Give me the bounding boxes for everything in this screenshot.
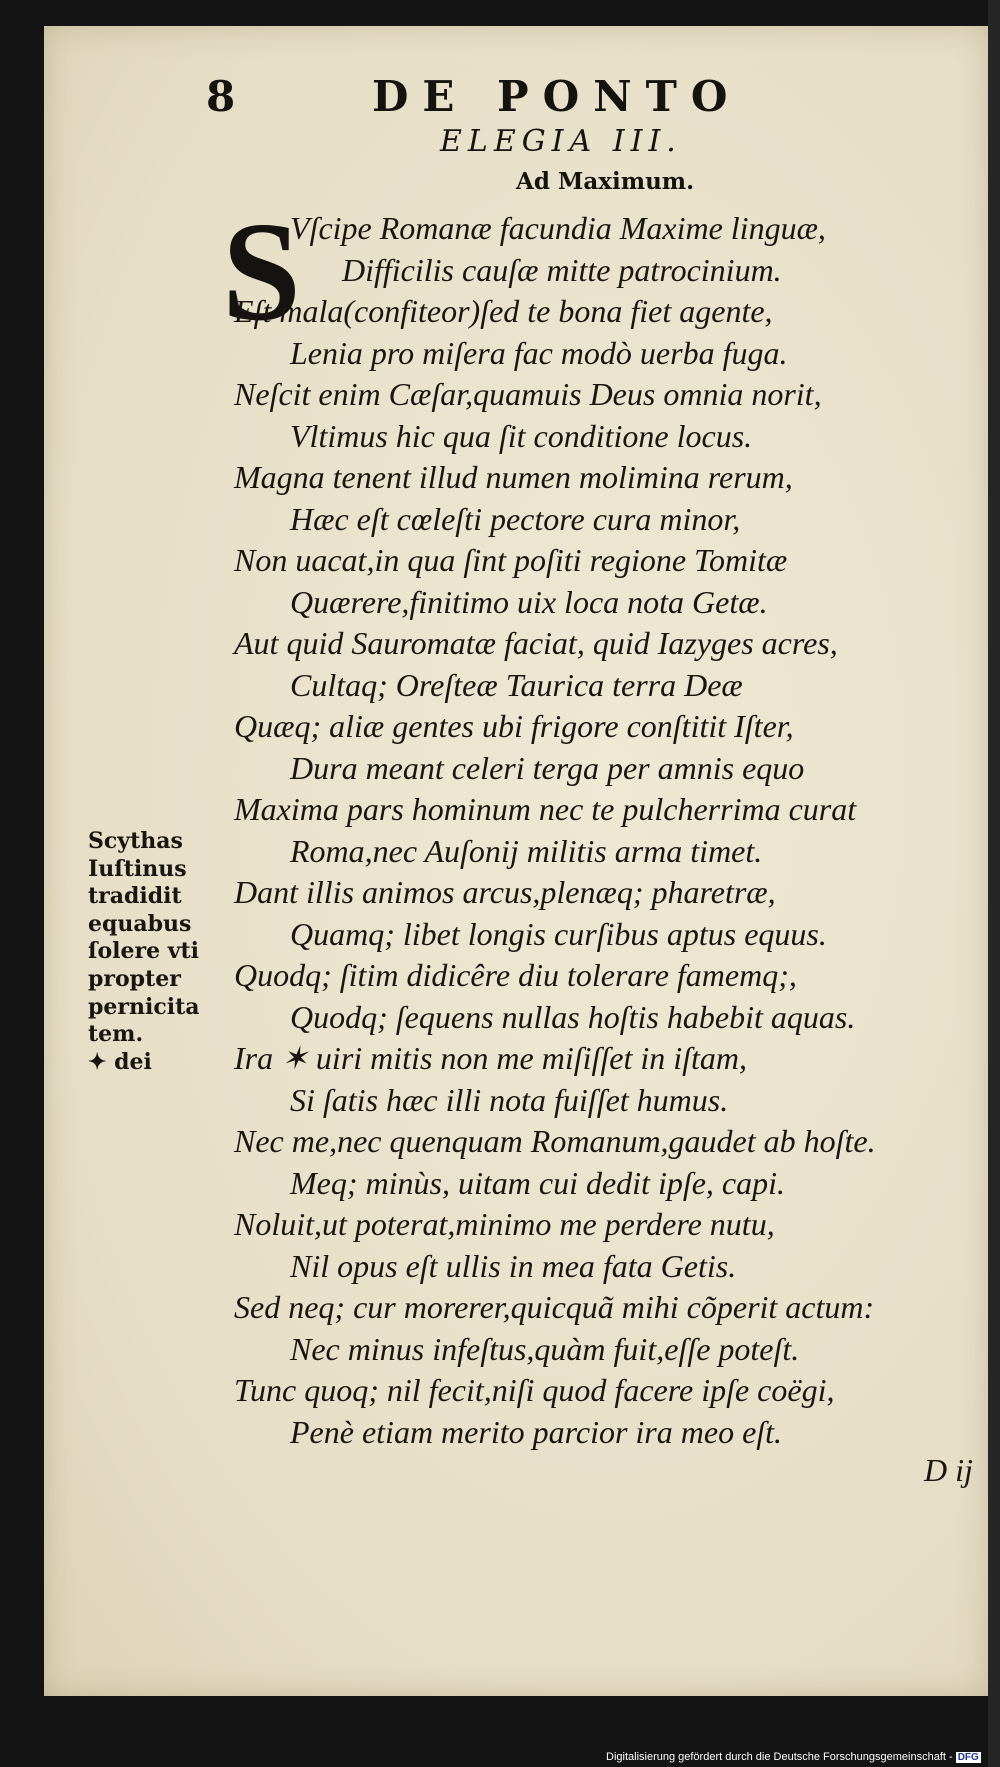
margin-note-line: tradidit: [88, 883, 182, 910]
catchword: D ij: [924, 1452, 973, 1488]
credit-text: Digitalisierung gefördert durch die Deutsche Forschungsgemeinschaft -: [606, 1751, 953, 1763]
verse-line: Quodq; ſitim didicêre diu tolerare famemq;,: [234, 957, 797, 993]
verse-line: Ira ✶ uiri mitis non me miſiſſet in iſtam,: [234, 1040, 748, 1076]
dfg-logo: DFG: [957, 1752, 979, 1763]
margin-note-line: ſolere vti: [88, 938, 200, 965]
margin-note: [88, 828, 200, 1076]
verse-line: Aut quid Sauromatæ faciat, quid Iazyges acres,: [234, 625, 838, 661]
verse-line: Cultaq; Oreſteæ Taurica terra Deæ: [290, 666, 743, 703]
verse-line: Maxima pars hominum nec te pulcherrima curat: [234, 791, 857, 827]
verse-line: Vſcipe Romanæ facundia Maxime linguæ,: [290, 210, 826, 246]
verse-line: Magna tenent illud numen molimina rerum,: [234, 459, 793, 495]
verse-line: Si ſatis hæc illi nota fuiſſet humus.: [290, 1081, 729, 1118]
verse-line: Hæc eſt cœleſti pectore cura minor,: [290, 500, 741, 537]
verse-line: Lenia pro miſera fac modò uerba fuga.: [290, 334, 788, 371]
margin-note-line: pernicita: [88, 993, 200, 1020]
verse-line: Nec minus infeſtus,quàm fuit,eſſe poteſt.: [290, 1330, 800, 1367]
verse-line: Quærere,finitimo uix loca nota Getæ.: [290, 583, 768, 620]
verse-line: Noluit,ut poterat,minimo me perdere nutu,: [234, 1206, 775, 1242]
margin-note-line: ✦ dei: [88, 1048, 152, 1075]
scan-edge: [988, 0, 1000, 1767]
verse-line: Penè etiam merito parcior ira meo eſt.: [290, 1413, 783, 1450]
running-title: DE PONTO: [372, 72, 742, 121]
verse-line: Dura meant celeri terga per amnis equo: [290, 749, 805, 786]
verse-line: Eſt mala(confiteor)ſed te bona fiet agente,: [234, 293, 773, 329]
verse-line: Non uacat,in qua ſint poſiti regione Tomitæ: [234, 542, 788, 578]
margin-note-line: equabus: [88, 910, 192, 937]
verse-line: Dant illis animos arcus,plenæq; pharetræ,: [234, 874, 776, 910]
elegy-title: ELEGIA III.: [440, 124, 682, 159]
digitization-credit: [606, 1751, 981, 1763]
drop-cap: S: [222, 192, 301, 350]
verse-line: Difficilis cauſæ mitte patrocinium.: [342, 251, 782, 288]
verse-line: Sed neq; cur morerer,quicquã mihi cõperit actum:: [234, 1289, 875, 1325]
margin-note-line: tem.: [88, 1021, 144, 1048]
margin-note-line: Iuſtinus: [88, 855, 187, 882]
elegy-addressee: Ad Maximum.: [516, 168, 695, 195]
verse-line: Tunc quoq; nil fecit,niſi quod facere ipſe coëgi,: [234, 1372, 835, 1408]
verse-line: Quæq; aliæ gentes ubi frigore conſtitit Iſter,: [234, 708, 794, 744]
margin-note-line: Scythas: [88, 828, 183, 854]
folio-number: 8: [206, 72, 236, 121]
margin-note-line: propter: [88, 965, 181, 992]
verse-line: Meq; minùs, uitam cui dedit ipſe, capi.: [290, 1164, 786, 1201]
verse-line: Quodq; ſequens nullas hoſtis habebit aquas.: [290, 998, 856, 1035]
verse-line: Nec me,nec quenquam Romanum,gaudet ab hoſte.: [234, 1123, 876, 1159]
verse-line: Neſcit enim Cæſar,quamuis Deus omnia norit,: [234, 376, 822, 412]
verse-line: Nil opus eſt ullis in mea fata Getis.: [290, 1247, 737, 1284]
verse-line: Quamq; libet longis curſibus aptus equus.: [290, 915, 827, 952]
verse-line: Roma,nec Auſonij militis arma timet.: [290, 832, 763, 869]
verse-line: Vltimus hic qua ſit conditione locus.: [290, 417, 753, 454]
